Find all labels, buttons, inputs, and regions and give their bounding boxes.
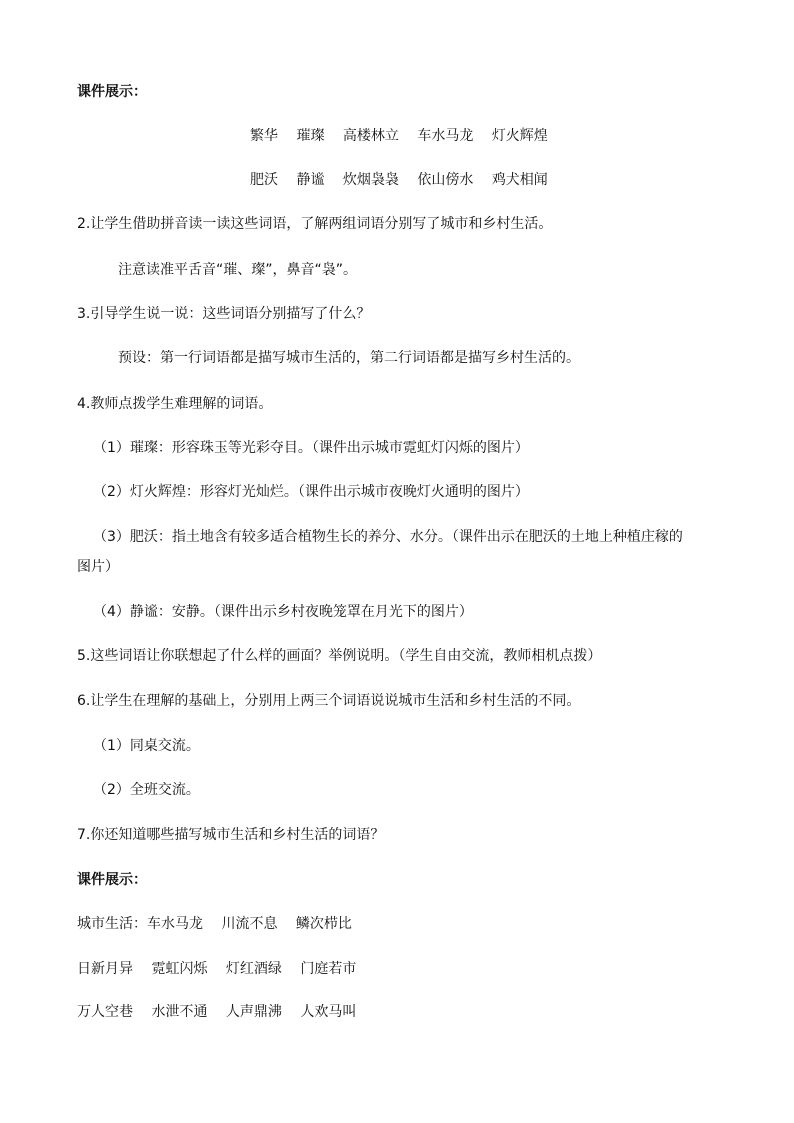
city-words-row-3 [77,1002,356,1022]
step-6-item-2: （2）全班交流。 [93,782,200,798]
word: 人声鼎沸 [225,1004,282,1020]
step-4-item-1: （1）璀璨：形容珠玉等光彩夺目。（课件出示城市霓虹灯闪烁的图片） [93,440,529,456]
step-4-item-4: （4）静谧：安静。（课件出示乡村夜晚笼罩在月光下的图片） [93,604,473,620]
word: 璀璨 [296,128,325,144]
word: 繁华 [250,128,278,144]
word: 城市生活：车水马龙 [77,916,203,932]
step-4-item-2: （2）灯火辉煌：形容灯光灿烂。（课件出示城市夜晚灯火通明的图片） [93,484,529,500]
step-4-item-3: （3）肥沃：指土地含有较多适合植物生长的养分、水分。（课件出示在肥沃的土地上种植庄稼的 [93,529,683,545]
word: 门庭若市 [300,961,357,977]
word: 鸡犬相闻 [491,172,548,188]
word: 高楼林立 [342,128,399,144]
word-row-country [250,170,548,190]
word: 万人空巷 [77,1004,133,1020]
city-words-row-1 [77,914,352,934]
step-3: 3.引导学生说一说：这些词语分别描写了什么？ [77,306,371,322]
courseware-heading-1: 课件展示： [77,84,147,100]
step-5: 5.这些词语让你联想起了什么样的画面？举例说明。（学生自由交流，教师相机点拨） [77,648,602,664]
word: 鳞次栉比 [295,916,352,932]
step-2: 2.让学生借助拼音读一读这些词语，了解两组词语分别写了城市和乡村生活。 [77,216,553,232]
courseware-heading-2: 课件展示： [77,872,147,888]
step-4: 4.教师点拨学生难理解的词语。 [77,396,273,412]
word: 霓虹闪烁 [151,961,208,977]
word: 人欢马叫 [300,1004,357,1020]
step-6: 6.让学生在理解的基础上，分别用上两三个词语说说城市生活和乡村生活的不同。 [77,693,581,709]
step-2-note: 注意读准平舌音“璀、璨”，鼻音“袅”。 [118,262,358,278]
word: 灯红酒绿 [225,961,282,977]
word: 肥沃 [250,172,278,188]
step-3-preset: 预设：第一行词语都是描写城市生活的，第二行词语都是描写乡村生活的。 [118,350,580,366]
step-6-item-1: （1）同桌交流。 [93,738,200,754]
word: 水泄不通 [151,1004,208,1020]
word: 车水马龙 [417,128,474,144]
word: 炊烟袅袅 [342,172,399,188]
step-7: 7.你还知道哪些描写城市生活和乡村生活的词语？ [77,827,385,843]
city-words-row-2 [77,959,356,979]
step-4-item-3-cont: 图片） [77,559,119,575]
word-row-city [250,126,548,146]
word: 静谧 [296,172,325,188]
word: 灯火辉煌 [491,128,548,144]
word: 日新月异 [77,961,133,977]
word: 依山傍水 [417,172,474,188]
word: 川流不息 [221,916,278,932]
